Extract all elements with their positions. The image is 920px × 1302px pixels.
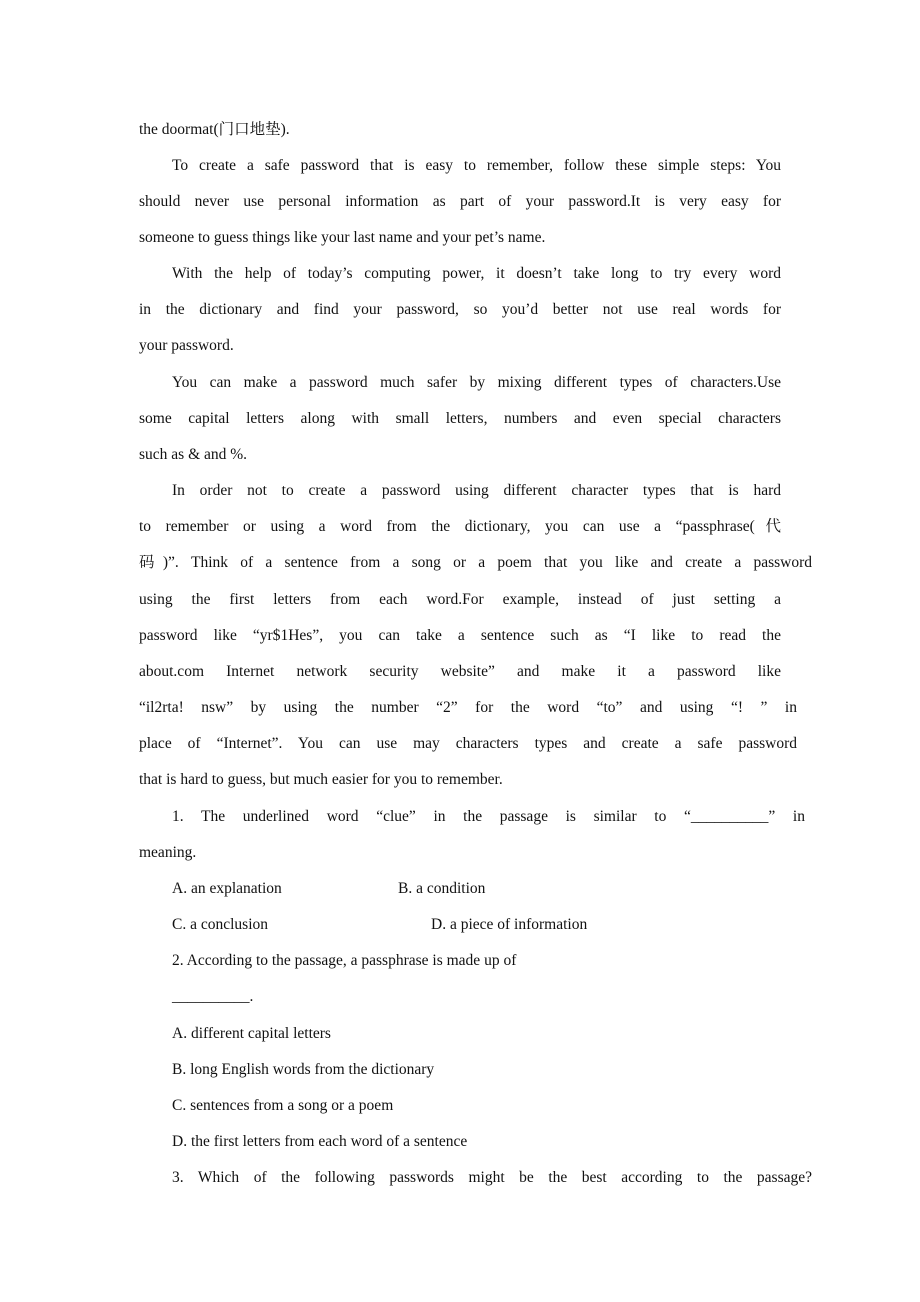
question-2-option-b[interactable]: B. long English words from the dictionary [172, 1061, 435, 1078]
passage-line: using the first letters from each word.For example, instead of just setting a [139, 591, 781, 608]
question-2-stem: 2. According to the passage, a passphrase is made up of [172, 952, 517, 969]
passage-line: You can make a password much safer by mixing different types of characters.Use [172, 374, 781, 391]
question-3-stem: 3. Which of the following passwords might be the best according to the passage? [172, 1169, 812, 1186]
passage-line: “il2rta! nsw” by using the number “2” for the word “to” and using “! ” in [139, 699, 797, 716]
passage-line: someone to guess things like your last name and your pet’s name. [139, 229, 546, 246]
passage-line: 码)”. Think of a sentence from a song or a poem that you like and create a password [139, 554, 812, 571]
question-1-stem-cont: meaning. [139, 844, 197, 861]
question-1-option-c[interactable]: C. a conclusion [172, 916, 268, 933]
passage-line: the doormat(门口地垫). [139, 121, 290, 138]
passage-line: place of “Internet”. You can use may characters types and create a safe password [139, 735, 797, 752]
question-1-option-b[interactable]: B. a condition [398, 880, 486, 897]
passage-line: to remember or using a word from the dictionary, you can use a “passphrase(代 [139, 518, 781, 535]
passage-line: In order not to create a password using different character types that is hard [172, 482, 781, 499]
passage-line: should never use personal information as part of your password.It is very easy for [139, 193, 781, 210]
passage-line: your password. [139, 337, 234, 354]
passage-line: password like “yr$1Hes”, you can take a sentence such as “I like to read the [139, 627, 781, 644]
question-2-option-c[interactable]: C. sentences from a song or a poem [172, 1097, 394, 1114]
passage-line: To create a safe password that is easy to remember, follow these simple steps: You [172, 157, 781, 174]
passage-line: some capital letters along with small letters, numbers and even special characters [139, 410, 781, 427]
question-1-option-a[interactable]: A. an explanation [172, 880, 282, 897]
question-1-option-d[interactable]: D. a piece of information [431, 916, 588, 933]
question-1-stem: 1. The underlined word “clue” in the passage is similar to “__________” in [172, 808, 805, 825]
passage-line: about.com Internet network security website” and make it a password like [139, 663, 781, 680]
passage-line: that is hard to guess, but much easier for you to remember. [139, 771, 503, 788]
passage-line: such as & and %. [139, 446, 248, 463]
passage-line: in the dictionary and find your password, so you’d better not use real words for [139, 301, 781, 318]
question-2-blank: __________. [172, 988, 254, 1005]
passage-line: With the help of today’s computing power, it doesn’t take long to try every word [172, 265, 781, 282]
question-2-option-a[interactable]: A. different capital letters [172, 1025, 331, 1042]
question-2-option-d[interactable]: D. the first letters from each word of a sentence [172, 1133, 468, 1150]
